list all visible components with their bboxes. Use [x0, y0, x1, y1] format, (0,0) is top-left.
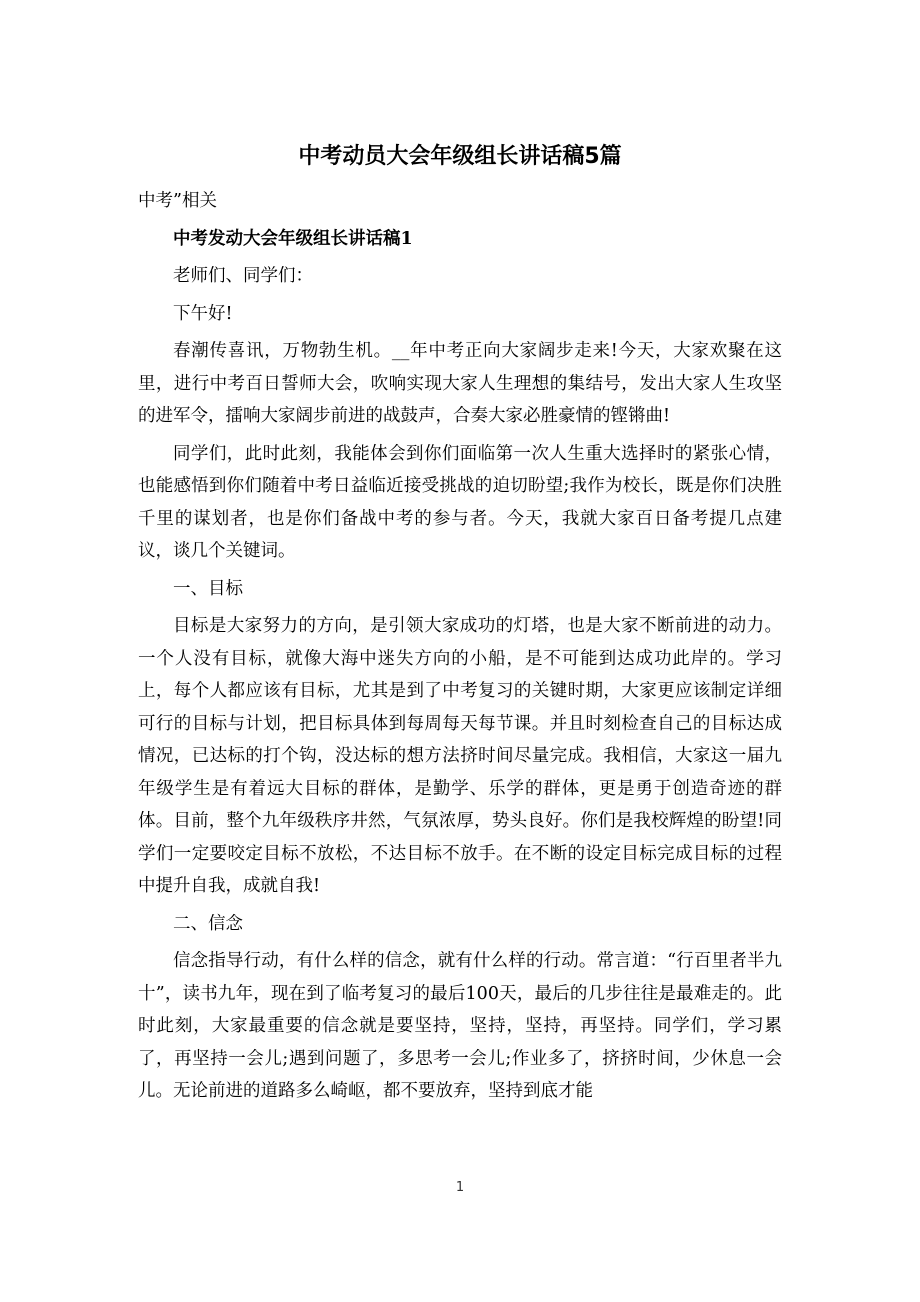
document-title: 中考动员大会年级组长讲话稿5篇 [298, 144, 622, 169]
greeting: 下午好! [173, 303, 233, 324]
page-number: 1 [455, 1180, 465, 1195]
paragraph-belief: 信念指导行动，有什么样的信念，就有什么样的行动。常言道：“行百里者半九十”，读书九年，现在到了临考复习的最后100天，最后的几步往往是最难走的。此时此刻，大家最重要的信念就是要坚持，坚持，坚持，再坚持。同学们，学习累了，再坚持一会儿;遇到问题了，多思考一会儿;作业多了，挤挤时间，少休息一会儿。无论前进的道路多么崎岖，都不要放弃，坚持到底才能 [138, 951, 782, 1101]
section-heading-goal: 一、目标 [173, 578, 243, 599]
related-note: 中考”相关 [138, 191, 217, 211]
paragraph-goal: 目标是大家努力的方向，是引领大家成功的灯塔，也是大家不断前进的动力。一个人没有目标，就像大海中迷失方向的小船，是不可能到达成功此岸的。学习上，每个人都应该有目标，尤其是到了中考复习的关键时期，大家更应该制定详细可行的目标与计划，把目标具体到每周每天每节课。并且时刻检查自己的目标达成情况，已达标的打个钩，没达标的想方法挤时间尽量完成。我相信，大家这一届九年级学生是有着远大目标的群体，是勤学、乐学的群体，更是勇于创造奇迹的群体。目前，整个九年级秩序井然，气氛浓厚，势头良好。你们是我校辉煌的盼望!同学们一定要咬定目标不放松，不达目标不放手。在不断的设定目标完成目标的过程中提升自我，成就自我! [138, 616, 782, 896]
paragraph-students: 同学们，此时此刻，我能体会到你们面临第一次人生重大选择时的紧张心情，也能感悟到你们随着中考日益临近接受挑战的迫切盼望;我作为校长，既是你们决胜千里的谋划者，也是你们备战中考的参与者。今天，我就大家百日备考提几点建议，谈几个关键词。 [138, 443, 782, 561]
paragraph-intro: 春潮传喜讯，万物勃生机。__年中考正向大家阔步走来!今天，大家欢聚在这里，进行中考百日誓师大会，吹响实现大家人生理想的集结号，发出大家人生攻坚的进军令，擂响大家阔步前进的战鼓声，合奏大家必胜豪情的铿锵曲! [138, 341, 782, 426]
speech-subtitle: 中考发动大会年级组长讲话稿1 [173, 228, 413, 249]
section-heading-belief: 二、信念 [173, 913, 243, 934]
document-body [138, 185, 782, 1113]
salutation: 老师们、同学们： [173, 266, 313, 286]
